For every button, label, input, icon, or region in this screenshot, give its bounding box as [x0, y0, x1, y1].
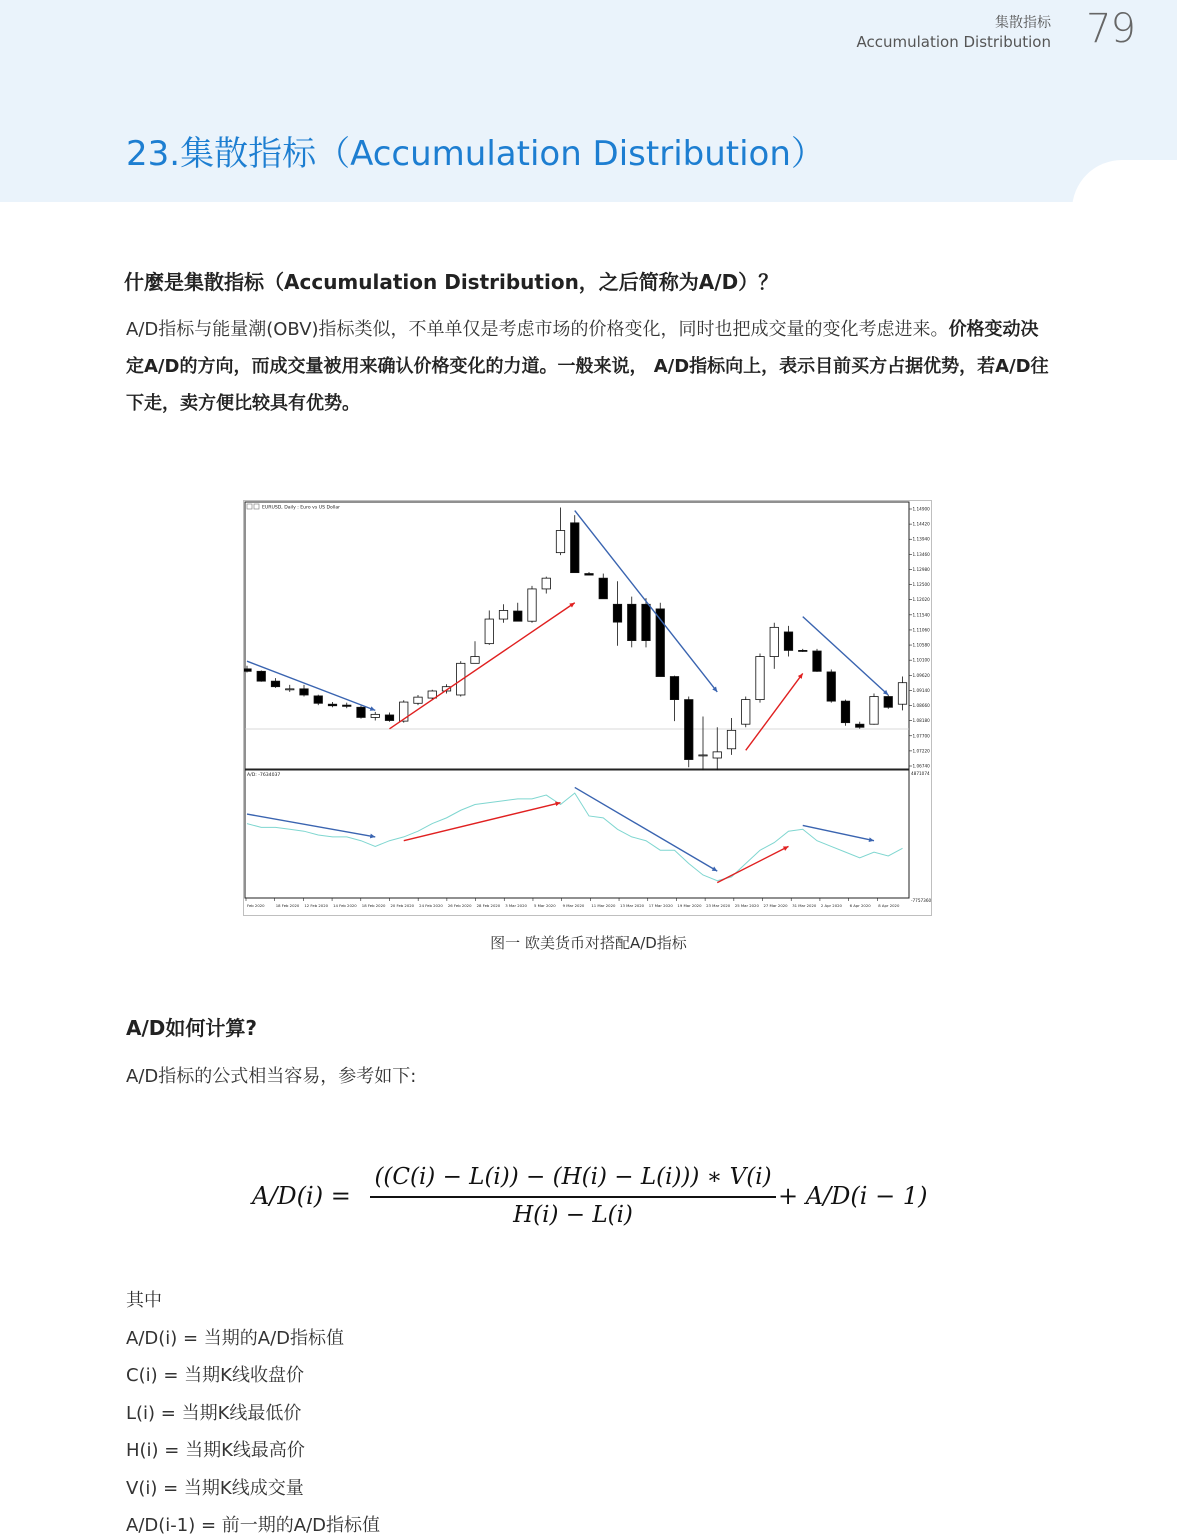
candle-body	[314, 696, 322, 703]
candle	[314, 695, 322, 705]
calc-intro: A/D指标的公式相当容易，参考如下:	[126, 1066, 417, 1087]
candle-body	[414, 697, 422, 703]
candle-body	[770, 627, 778, 656]
date-tick-label: 9 Mar 2020	[562, 903, 585, 908]
price-tick-label: 1.12500	[912, 582, 930, 588]
definitions-intro: 其中	[126, 1290, 162, 1311]
date-tick-label: 6 Apr 2020	[849, 903, 871, 908]
definition-item: C(i) = 当期K线收盘价	[126, 1365, 304, 1386]
price-tick-label: 1.11540	[912, 612, 930, 618]
candle	[742, 697, 750, 728]
price-tick-label: 1.09620	[912, 672, 930, 678]
chart-figure	[243, 500, 932, 916]
candle	[756, 653, 764, 702]
candle-body	[528, 589, 536, 621]
candle-body	[499, 610, 507, 619]
candle-body	[571, 523, 579, 573]
candle-body	[585, 574, 593, 576]
candle-body	[713, 752, 721, 758]
candle-body	[742, 700, 750, 725]
date-tick-label: 17 Mar 2020	[648, 903, 673, 908]
candle	[528, 586, 536, 623]
price-tick-label: 1.12980	[912, 566, 930, 572]
candle-body	[385, 715, 393, 721]
candle-body	[642, 604, 650, 640]
candle-body	[556, 531, 564, 553]
candle-body	[756, 657, 764, 700]
candle	[257, 670, 265, 681]
candle-body	[514, 611, 522, 621]
definition-item: A/D(i-1) = 前一期的A/D指标值	[126, 1515, 380, 1536]
candle-body	[898, 683, 906, 705]
formula-denominator: H(i) − L(i)	[513, 1202, 633, 1228]
date-tick-label: 18 Feb 2020	[275, 903, 300, 908]
ad-formula	[252, 1160, 932, 1240]
date-tick-label: 3 Mar 2020	[505, 903, 527, 908]
candle	[685, 697, 693, 768]
candle	[628, 597, 636, 648]
date-tick-label: 8 Apr 2020	[878, 903, 900, 908]
candle	[813, 649, 821, 672]
ad-axis-bottom-label: -7757360	[911, 898, 931, 903]
ad-axis-top-label: 4871074	[911, 771, 930, 776]
candle	[357, 706, 365, 719]
date-axis	[246, 898, 900, 908]
candle-body	[841, 701, 849, 723]
date-tick-label: 28 Feb 2020	[476, 903, 501, 908]
candle-body	[542, 578, 550, 589]
candle	[841, 700, 849, 726]
definition-item: V(i) = 当期K线成交量	[126, 1478, 304, 1499]
price-tick-label: 1.10100	[912, 657, 930, 663]
date-tick-label: 24 Feb 2020	[419, 903, 443, 908]
eurusd-ad-chart	[244, 501, 931, 915]
candle-body	[884, 697, 892, 708]
candle-body	[471, 657, 479, 664]
date-tick-label: 12 Feb 2020	[304, 903, 329, 908]
ad-axis	[911, 771, 931, 903]
formula-numerator: ((C(i) − L(i)) − (H(i) − L(i))) ∗ V(i)	[374, 1164, 772, 1190]
page-number: 79	[1086, 6, 1135, 52]
candle-body	[485, 619, 493, 644]
para-normal: A/D指标与能量潮(OBV)指标类似，不单单仅是考虑市场的价格变化，同时也把成交量的变化考虑进来。	[126, 319, 949, 340]
running-title-en: Accumulation Distribution	[856, 33, 1051, 51]
candle	[656, 603, 664, 677]
date-tick-label: 19 Mar 2020	[677, 903, 702, 908]
candle-body	[699, 755, 707, 756]
ad-indicator-label: A/D: -7634037	[247, 773, 281, 778]
price-tick-label: 1.13940	[912, 536, 930, 542]
candle-body	[784, 632, 792, 650]
formula-fraction-bar	[370, 1196, 776, 1198]
price-tick-label: 1.07220	[912, 748, 930, 754]
candle-body	[628, 604, 636, 640]
figure-caption: 图一 欧美货币对搭配A/D指标	[490, 934, 687, 952]
candle-body	[257, 671, 265, 681]
price-tick-label: 1.06740	[912, 763, 930, 769]
candle	[884, 695, 892, 709]
section-heading-calc: A/D如何计算?	[126, 1016, 257, 1040]
date-tick-label: 27 Mar 2020	[763, 903, 788, 908]
candle-body	[244, 669, 251, 671]
candle	[870, 693, 878, 724]
section-heading-what: 什麼是集散指标（Accumulation Distribution，之后简称为A/D）？	[124, 270, 779, 294]
formula-right: + A/D(i − 1)	[778, 1182, 928, 1210]
candle-body	[599, 578, 607, 599]
date-tick-label: 5 Mar 2020	[533, 903, 556, 908]
candle-body	[328, 704, 336, 706]
candle-body	[856, 724, 864, 727]
candle-body	[670, 677, 678, 700]
date-tick-label: 14 Feb 2020	[333, 903, 357, 908]
candle-body	[827, 672, 835, 701]
candle-body	[343, 705, 351, 706]
definition-item: L(i) = 当期K线最低价	[126, 1403, 302, 1424]
date-tick-label: Feb 2020	[247, 903, 265, 908]
price-tick-label: 1.11060	[912, 627, 930, 633]
date-tick-label: 2 Apr 2020	[820, 903, 842, 908]
date-tick-label: 31 Mar 2020	[792, 903, 817, 908]
formula-left: A/D(i) =	[252, 1182, 351, 1210]
price-axis	[909, 507, 930, 769]
candle-body	[727, 730, 735, 748]
candle-body	[799, 650, 807, 651]
candle-body	[685, 700, 693, 760]
price-tick-label: 1.14420	[912, 521, 930, 527]
date-tick-label: 20 Feb 2020	[390, 903, 415, 908]
candle-body	[271, 681, 279, 687]
definition-item: A/D(i) = 当期的A/D指标值	[126, 1328, 345, 1349]
candle-body	[286, 689, 294, 690]
candle-body	[870, 697, 878, 725]
date-tick-label: 11 Mar 2020	[591, 903, 616, 908]
price-tick-label: 1.08180	[912, 718, 930, 724]
date-tick-label: 23 Mar 2020	[706, 903, 731, 908]
running-title-cn: 集散指标	[995, 15, 1051, 31]
price-tick-label: 1.07700	[912, 733, 930, 739]
chart-title: EURUSD, Daily : Euro vs US Dollar	[262, 505, 341, 511]
candle	[571, 515, 579, 572]
candle-body	[400, 702, 408, 721]
price-tick-label: 1.13460	[912, 551, 930, 557]
date-tick-label: 13 Mar 2020	[620, 903, 645, 908]
candle	[827, 669, 835, 702]
para-bold: 价格变动决定A/D的方向，而成交量被用来确认价格变化的力道。一般来说， A/D指标向上，表示目前买方占据优势，若A/D往下走，卖方便比较具有优势。	[126, 319, 1049, 414]
section-paragraph-what	[126, 311, 1056, 422]
chapter-title: 23.集散指标（Accumulation Distribution）	[126, 134, 825, 174]
date-tick-label: 26 Feb 2020	[447, 903, 472, 908]
candle-body	[357, 707, 365, 717]
candle-body	[613, 604, 621, 622]
definition-item: H(i) = 当期K线最高价	[126, 1440, 305, 1461]
candle-body	[371, 714, 379, 717]
price-tick-label: 1.08660	[912, 703, 930, 709]
candle-body	[813, 651, 821, 671]
date-tick-label: 18 Feb 2020	[361, 903, 386, 908]
candle-body	[300, 689, 308, 695]
price-tick-label: 1.09140	[912, 687, 930, 693]
price-tick-label: 1.12020	[912, 597, 930, 603]
date-tick-label: 25 Mar 2020	[734, 903, 759, 908]
price-tick-label: 1.10580	[912, 642, 930, 648]
price-tick-label: 1.14900	[912, 506, 930, 512]
